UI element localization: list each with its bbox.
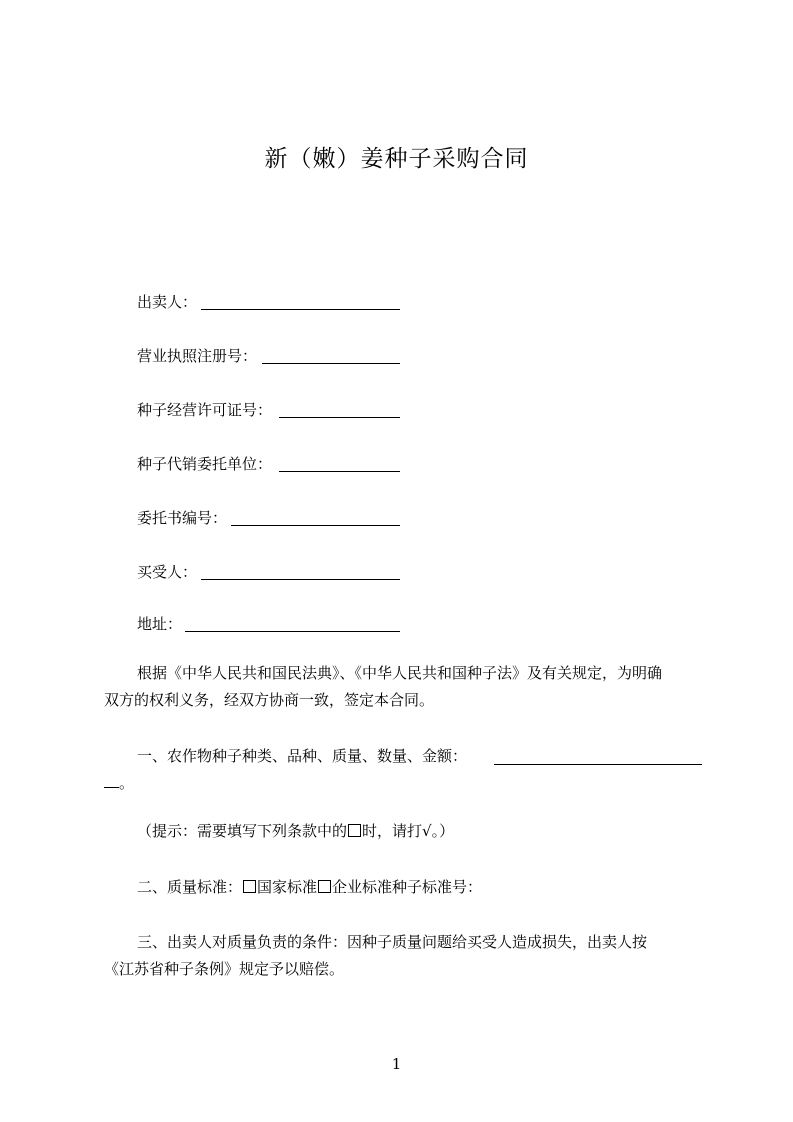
field-seller-label: 出卖人： xyxy=(137,293,198,311)
field-buyer xyxy=(137,562,197,586)
clause-3-line-2: 《江苏省种子条例》规定予以赔偿。 xyxy=(104,960,345,978)
tip-text-after: 时，请打√。） xyxy=(362,822,455,840)
preamble-line-2: 双方的权利义务，经双方协商一致，签定本合同。 xyxy=(104,691,435,709)
field-address-blank[interactable] xyxy=(185,631,400,632)
field-seller xyxy=(137,292,197,316)
tip-line xyxy=(104,818,702,845)
field-business-license xyxy=(137,346,257,370)
clause-1 xyxy=(104,743,702,797)
field-seed-permit-label: 种子经营许可证号： xyxy=(137,401,273,419)
field-buyer-blank[interactable] xyxy=(201,579,400,580)
field-agent-unit-label: 种子代销委托单位： xyxy=(137,455,273,473)
field-authorization-number xyxy=(137,508,227,532)
field-business-license-blank[interactable] xyxy=(262,363,400,364)
clause-1-end: 。 xyxy=(119,774,135,792)
clause-2-option-national: 国家标准 xyxy=(257,878,318,896)
preamble-paragraph xyxy=(104,660,702,714)
tip-text-before: （提示：需要填写下列条款中的 xyxy=(137,822,348,840)
field-seed-permit xyxy=(137,400,272,424)
field-address xyxy=(137,614,182,638)
clause-1-blank[interactable] xyxy=(494,764,702,765)
field-business-license-label: 营业执照注册号： xyxy=(137,347,258,365)
field-address-label: 地址： xyxy=(137,615,183,633)
clause-3-line-1: 三、出卖人对质量负责的条件：因种子质量问题给买受人造成损失，出卖人按 xyxy=(137,933,648,951)
document-title: 新（嫩）姜种子采购合同 xyxy=(264,146,529,172)
clause-1-text: 一、农作物种子种类、品种、质量、数量、金额： xyxy=(137,747,468,765)
field-seed-permit-blank[interactable] xyxy=(279,417,400,418)
preamble-line-1: 根据《中华人民共和国民法典》、《中华人民共和国种子法》及有关规定，为明确 xyxy=(137,664,663,682)
field-seller-blank[interactable] xyxy=(201,309,400,310)
page-number: 1 xyxy=(391,1055,402,1073)
clause-2-prefix: 二、质量标准： xyxy=(137,878,243,896)
checkbox-icon xyxy=(348,824,361,837)
field-agent-unit xyxy=(137,454,272,478)
clause-2 xyxy=(104,874,702,901)
field-buyer-label: 买受人： xyxy=(137,563,198,581)
clause-3 xyxy=(104,929,702,983)
clause-1-blank-continued[interactable] xyxy=(104,770,119,788)
field-authorization-number-blank[interactable] xyxy=(231,525,400,526)
field-authorization-number-label: 委托书编号： xyxy=(137,509,228,527)
field-agent-unit-blank[interactable] xyxy=(279,471,400,472)
enterprise-standard-checkbox[interactable] xyxy=(318,880,331,893)
national-standard-checkbox[interactable] xyxy=(243,880,256,893)
clause-2-option-enterprise: 企业标准种子标准号： xyxy=(332,878,483,896)
